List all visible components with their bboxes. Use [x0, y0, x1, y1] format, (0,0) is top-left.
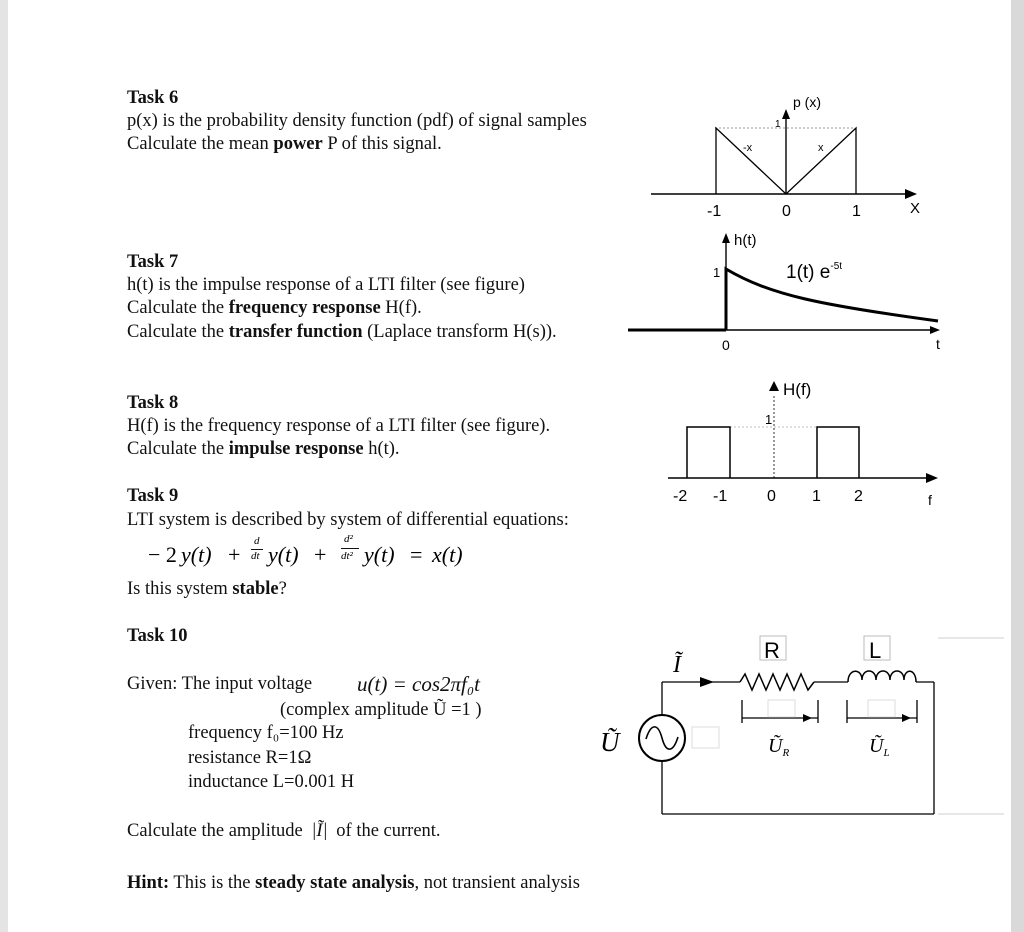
task6-pdf-figure: [645, 85, 935, 220]
task9-heading: Task 9: [127, 486, 179, 506]
hf-left-band: [687, 427, 730, 478]
task7-impulse-figure: [620, 225, 950, 360]
pdf-peak-label: 1: [775, 119, 781, 130]
task10-frequency: frequency f₀=100 Hz: [188, 723, 344, 743]
pdf-y-axis-arrow: [782, 109, 790, 119]
ht-origin-label: 0: [722, 337, 730, 353]
pdf-left-line-label: -x: [743, 142, 753, 154]
pdf-tick-1: 1: [852, 203, 861, 220]
task10-given-label: Given: The input voltage: [127, 674, 313, 694]
hf-f-axis-arrow: [926, 473, 938, 483]
ht-xlabel: t: [936, 336, 940, 352]
task7-line2: Calculate the frequency response H(f).: [127, 298, 422, 318]
ur-ghost-box: [768, 700, 795, 717]
inductor-label: L: [869, 638, 882, 663]
task10-complex-amp: (complex amplitude Ũ =1 ): [280, 700, 482, 720]
pdf-tick-neg1: -1: [707, 203, 722, 220]
hf-tick-2: 2: [854, 488, 863, 505]
ht-exp-curve: [726, 269, 938, 330]
hf-tick-0: 0: [767, 488, 776, 505]
task8-heading: Task 8: [127, 393, 179, 413]
task7-heading: Task 7: [127, 252, 179, 272]
resistor-label: R: [764, 638, 780, 663]
hf-tick-neg2: -2: [673, 488, 688, 505]
left-margin: [0, 0, 8, 932]
pdf-tick-0: 0: [782, 203, 791, 220]
task10-heading: Task 10: [127, 626, 188, 646]
source-label: Ũ: [600, 727, 620, 757]
hf-tick-neg1: -1: [713, 488, 728, 505]
task6-line2: Calculate the mean power P of this signal.: [127, 134, 442, 154]
eq-frac-bar-2: [341, 548, 359, 549]
task6-line1: p(x) is the probability density function (pdf) of signal samples: [127, 111, 587, 131]
hf-tick-1: 1: [812, 488, 821, 505]
task8-line2: Calculate the impulse response h(t).: [127, 439, 400, 459]
task10-resistance: resistance R=1Ω: [188, 748, 312, 768]
hf-xlabel: f: [928, 492, 932, 508]
task10-circuit-diagram: [590, 630, 1010, 825]
hf-ylabel: H(f): [783, 380, 812, 399]
hf-right-band: [817, 427, 859, 478]
task8-line1: H(f) is the frequency response of a LTI filter (see figure).: [127, 416, 551, 436]
pdf-x-axis-arrow: [905, 189, 917, 199]
ul-label: $Ũ_L$: [869, 735, 890, 759]
task8-freq-figure: [660, 370, 950, 515]
task9-line2: Is this system stable?: [127, 579, 287, 599]
ht-y-axis-arrow: [722, 233, 730, 243]
current-arrow: [700, 677, 714, 687]
task9-line1: LTI system is described by system of differential equations:: [127, 510, 569, 530]
hf-y-axis-arrow: [769, 381, 779, 391]
inductor-symbol: [848, 671, 916, 682]
ul-arrow: [902, 714, 911, 722]
task10-calc-line: Calculate the amplitude |Ĩ| of the current.: [127, 821, 441, 841]
ht-curve-label: 1(t) $e^{-5t}$: [786, 261, 843, 283]
ur-arrow: [803, 714, 812, 722]
ur-label: $Ũ_R$: [768, 735, 790, 759]
task7-line3: Calculate the transfer function (Laplace transform H(s)).: [127, 322, 557, 342]
ul-ghost-box: [868, 700, 895, 717]
task10-input-voltage: u(t) = cos2πf₀t: [357, 672, 480, 696]
ht-t-axis-arrow: [930, 326, 940, 334]
ht-ylabel: h(t): [734, 232, 757, 249]
pdf-ylabel: p (x): [793, 94, 821, 110]
hf-height-label: 1: [765, 412, 773, 427]
current-label: Ĩ: [673, 652, 681, 678]
task7-line1: h(t) is the impulse response of a LTI filter (see figure): [127, 275, 525, 295]
task10-hint: Hint: This is the steady state analysis, not transient analysis: [127, 873, 580, 893]
pdf-right-line-label: x: [818, 142, 824, 154]
task6-heading: Task 6: [127, 88, 179, 108]
task10-inductance: inductance L=0.001 H: [188, 772, 355, 792]
resistor-symbol: [740, 674, 814, 690]
source-ghost-box: [692, 727, 719, 748]
right-scrollbar-track[interactable]: [1011, 0, 1024, 932]
pdf-xlabel: X: [910, 200, 921, 217]
ht-y-value-label: 1: [713, 265, 721, 280]
